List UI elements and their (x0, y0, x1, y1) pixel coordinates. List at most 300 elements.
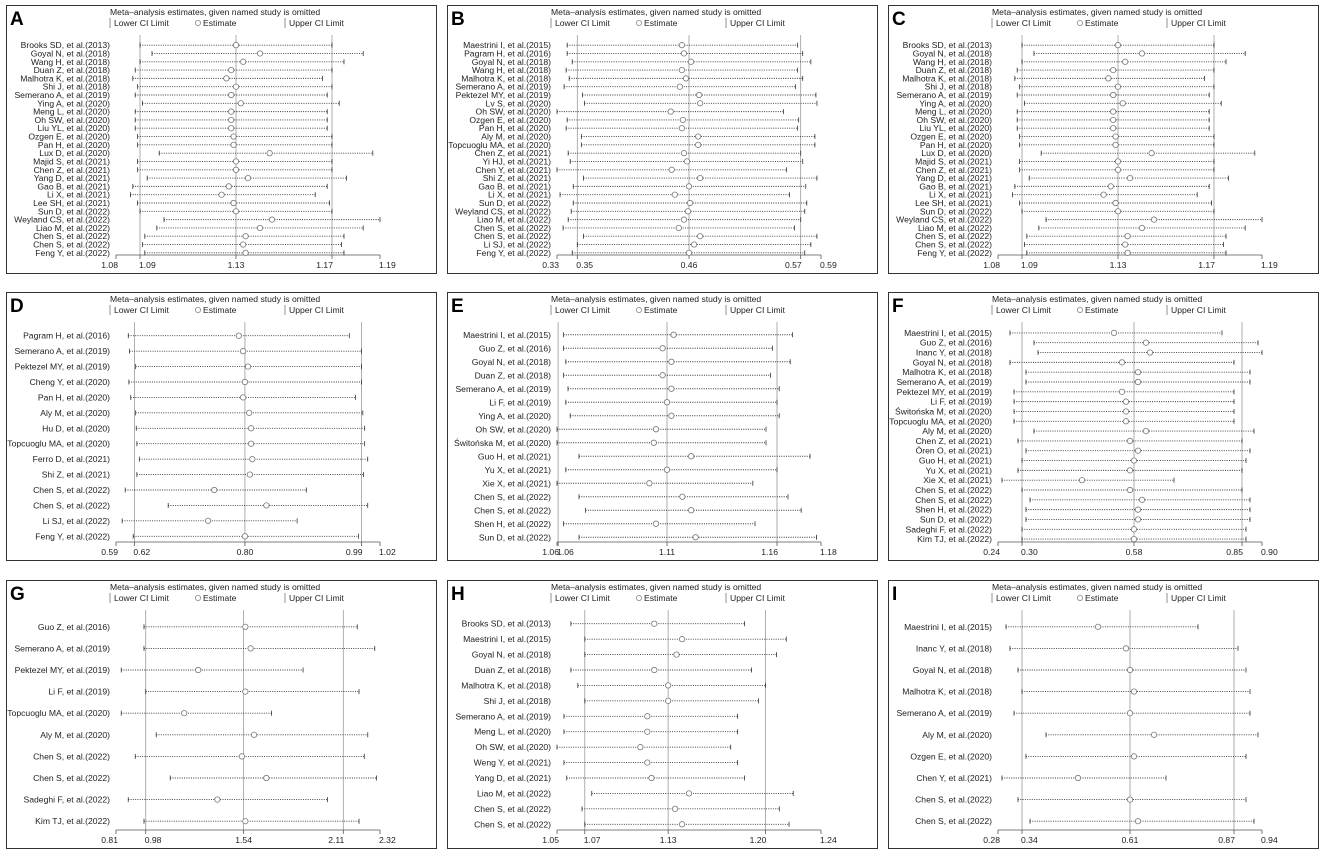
legend-lower-text: Lower CI Limit (555, 18, 610, 28)
study-label: Shen H, et al.(2022) (474, 518, 551, 529)
study-label: Ozgen E, et al.(2020) (28, 131, 110, 142)
legend-lower-text: Lower CI Limit (555, 305, 610, 315)
estimate-point (652, 667, 657, 672)
estimate-point (269, 217, 274, 222)
study-label: Kim TJ, et al.(2022) (917, 534, 992, 545)
estimate-point (219, 192, 224, 197)
x-tick-label: 1.07 (583, 835, 601, 845)
estimate-point (245, 364, 250, 369)
study-label: Pan H, et al.(2020) (37, 139, 110, 150)
study-label: Goyal N, et al.(2018) (471, 356, 551, 367)
estimate-point (248, 426, 253, 431)
x-tick-label: 0.35 (576, 260, 594, 270)
x-tick-label: 0.80 (236, 547, 254, 557)
x-tick-label: 1.11 (658, 547, 676, 557)
study-label: Malhotra K, et al.(2018) (461, 73, 551, 84)
estimate-point (647, 481, 652, 486)
study-label: Semerano A, et al.(2019) (14, 90, 110, 100)
estimate-point (695, 134, 700, 139)
estimate-point (1075, 775, 1080, 780)
study-label: Chen Y, et al.(2021) (475, 164, 551, 175)
estimate-point (681, 217, 686, 222)
study-label: Guo Z, et al.(2016) (478, 343, 551, 354)
panel-label: B (451, 9, 465, 30)
x-tick-label: 0.30 (1021, 547, 1038, 557)
panel-b (448, 6, 878, 274)
estimate-point (264, 775, 269, 780)
study-label: Aly M, et al.(2020) (40, 729, 110, 740)
legend-upper-text: Upper CI Limit (289, 305, 344, 315)
study-label: Weyland CS, et al.(2022) (455, 206, 551, 217)
study-label: Meng L, et al.(2020) (474, 726, 551, 737)
estimate-point (242, 379, 247, 384)
legend-estimate-text: Estimate (203, 18, 237, 28)
study-label: Semerano A, et al.(2019) (896, 708, 992, 719)
legend-estimate-text: Estimate (1085, 593, 1119, 603)
study-label: Yi HJ, et al.(2021) (482, 156, 551, 167)
estimate-point (1131, 527, 1136, 532)
x-tick-label: 1.20 (749, 835, 767, 845)
study-label: Duan Z, et al.(2018) (474, 370, 551, 381)
study-label: Chen Z, et al.(2021) (915, 435, 992, 446)
study-label: Maestrini I, et al.(2015) (904, 621, 992, 632)
estimate-point (665, 683, 670, 688)
panel-label: A (10, 9, 24, 30)
study-label: Chen S, et al.(2022) (33, 751, 110, 762)
x-tick-label: 0.62 (133, 547, 151, 557)
study-label: Oh SW, et al.(2020) (475, 106, 551, 117)
study-label: Malhotra K, et al.(2018) (461, 680, 551, 691)
study-label: Brooks SD, et al.(2013) (461, 618, 551, 629)
estimate-point (1113, 142, 1118, 147)
estimate-point (212, 487, 217, 492)
study-label: Liao M, et al.(2022) (476, 214, 551, 225)
study-label: Yu X, et al.(2021) (484, 464, 551, 475)
estimate-point (1123, 59, 1128, 64)
study-label: Xie X, et al.(2021) (482, 478, 551, 489)
estimate-point (679, 636, 684, 641)
study-label: Wang H, et al.(2018) (31, 56, 110, 67)
x-tick-label: 1.02 (379, 547, 396, 557)
estimate-point (1139, 51, 1144, 56)
study-label: Li X, et al.(2021) (46, 189, 110, 200)
study-label: Lee SH, et al.(2021) (915, 198, 992, 208)
estimate-point (669, 413, 674, 418)
legend-estimate-text: Estimate (1085, 305, 1119, 315)
x-tick-label: 1.09 (139, 260, 156, 270)
estimate-point (679, 42, 684, 47)
study-label: Duan Z, et al.(2018) (474, 665, 551, 675)
estimate-point (247, 472, 252, 477)
estimate-point (660, 373, 665, 378)
estimate-point (264, 503, 269, 508)
estimate-point (691, 242, 696, 247)
legend-lower-text: Lower CI Limit (114, 305, 169, 315)
study-label: Gao B, et al.(2021) (37, 181, 110, 192)
estimate-point (1111, 67, 1116, 72)
estimate-point (195, 667, 200, 672)
legend-estimate-text: Estimate (203, 305, 237, 315)
panel-h (448, 581, 878, 849)
estimate-point (1127, 468, 1132, 473)
legend-lower-text: Lower CI Limit (114, 593, 169, 603)
estimate-point (1115, 209, 1120, 214)
study-label: Chen S, et al.(2022) (474, 222, 551, 233)
estimate-point (1111, 117, 1116, 122)
estimate-point (1101, 192, 1106, 197)
study-label: Lux D, et al.(2020) (39, 148, 110, 159)
panel-label: C (892, 9, 906, 30)
estimate-point (229, 109, 234, 114)
estimate-point (231, 200, 236, 205)
estimate-point (1151, 732, 1156, 737)
estimate-point (1127, 667, 1132, 672)
x-tick-label: 1.05 (542, 835, 559, 845)
estimate-point (243, 624, 248, 629)
study-label: Li F, et al.(2019) (489, 397, 551, 408)
estimate-point (233, 159, 238, 164)
study-label: Oh SW, et al.(2020) (34, 114, 110, 125)
study-label: Chen S, et al.(2022) (33, 485, 110, 495)
estimate-point (240, 348, 245, 353)
panel-header: Meta–analysis estimates, given named study is omitted (110, 294, 321, 304)
study-label: Yang D, et al.(2021) (474, 773, 551, 783)
study-label: Weyland CS, et al.(2022) (896, 214, 992, 225)
legend-lower-text: Lower CI Limit (996, 593, 1051, 603)
study-label: Maestrini I, et al.(2015) (463, 40, 551, 51)
estimate-point (1131, 536, 1136, 541)
study-label: Goyal N, et al.(2018) (471, 649, 551, 660)
study-label: Duan Z, et al.(2018) (33, 65, 110, 76)
estimate-point (1147, 350, 1152, 355)
legend-upper-text: Upper CI Limit (289, 18, 344, 28)
study-label: Duan Z, et al.(2018) (915, 65, 992, 76)
legend-upper-text: Upper CI Limit (1171, 305, 1226, 315)
estimate-point (231, 142, 236, 147)
study-label: Chen S, et al.(2022) (474, 803, 551, 814)
estimate-point (1095, 624, 1100, 629)
study-label: Ying A, et al.(2020) (37, 98, 110, 109)
study-label: Świtońska M, et al.(2020) (895, 406, 992, 417)
panel-i (889, 581, 1319, 849)
estimate-point (671, 332, 676, 337)
x-tick-label: 1.13 (227, 260, 245, 270)
study-label: Malhotra K, et al.(2018) (902, 73, 992, 84)
study-label: Shi Z, et al.(2021) (482, 173, 551, 184)
legend-upper-text: Upper CI Limit (289, 593, 344, 603)
study-label: Maestrini I, et al.(2015) (463, 329, 551, 340)
panel-label: H (451, 584, 465, 605)
estimate-point (689, 454, 694, 459)
estimate-point (229, 117, 234, 122)
study-label: Yang D, et al.(2021) (915, 173, 992, 184)
estimate-point (233, 167, 238, 172)
estimate-point (236, 333, 241, 338)
estimate-point (669, 167, 674, 172)
study-label: Sun D, et al.(2022) (478, 532, 551, 543)
estimate-point (231, 134, 236, 139)
study-label: Guo Z, et al.(2016) (919, 337, 992, 348)
x-tick-label: 1.17 (316, 260, 333, 270)
study-label: Pagram H, et al.(2016) (23, 330, 110, 341)
study-label: Brooks SD, et al.(2013) (20, 40, 110, 51)
estimate-point (679, 126, 684, 131)
study-label: Chen Z, et al.(2021) (33, 164, 110, 175)
study-label: Inanc Y, et al.(2018) (915, 643, 992, 654)
estimate-point (1111, 330, 1116, 335)
panel-label: D (10, 296, 24, 317)
study-label: Cheng Y, et al.(2020) (29, 377, 110, 387)
study-label: Guo H, et al.(2021) (477, 451, 551, 462)
study-label: Aly M, et al.(2020) (40, 407, 110, 418)
study-label: Pan H, et al.(2020) (919, 139, 992, 150)
legend-estimate-text: Estimate (1085, 18, 1119, 28)
legend-estimate-text: Estimate (644, 18, 678, 28)
x-tick-label: 0.59 (101, 547, 118, 557)
study-label: Semerano A, et al.(2019) (896, 90, 992, 100)
legend-upper-text: Upper CI Limit (730, 305, 785, 315)
study-label: Semerano A, et al.(2019) (455, 711, 551, 722)
study-label: Chen S, et al.(2022) (474, 231, 551, 242)
estimate-point (1139, 225, 1144, 230)
estimate-point (672, 192, 677, 197)
study-label: Chen S, et al.(2022) (915, 794, 992, 805)
estimate-point (669, 359, 674, 364)
estimate-point (240, 395, 245, 400)
estimate-point (243, 819, 248, 824)
legend-upper-text: Upper CI Limit (730, 593, 785, 603)
estimate-point (229, 92, 234, 97)
panel-label: E (451, 296, 464, 317)
study-label: Liao M, et al.(2022) (917, 222, 992, 233)
estimate-point (233, 209, 238, 214)
estimate-point (695, 142, 700, 147)
x-tick-label: 0.58 (1125, 547, 1143, 557)
study-label: Ying A, et al.(2020) (919, 98, 992, 109)
study-label: Gao B, et al.(2021) (919, 181, 992, 192)
study-label: Semerano A, et al.(2019) (455, 81, 551, 92)
estimate-point (665, 698, 670, 703)
estimate-point (1135, 379, 1140, 384)
study-label: Malhotra K, et al.(2018) (902, 686, 992, 697)
x-tick-label: 0.59 (820, 260, 837, 270)
estimate-point (1115, 42, 1120, 47)
estimate-point (672, 806, 677, 811)
study-label: Li X, et al.(2021) (928, 189, 992, 200)
x-tick-label: 1.54 (235, 835, 252, 845)
estimate-point (226, 184, 231, 189)
study-label: Chen Y, et al.(2021) (916, 773, 992, 783)
estimate-point (1139, 497, 1144, 502)
estimate-point (1143, 340, 1148, 345)
study-label: Topcuoglu MA, et al.(2020) (7, 438, 110, 449)
study-label: Lee SH, et al.(2021) (33, 198, 110, 208)
panel-header: Meta–analysis estimates, given named study is omitted (110, 582, 321, 592)
x-tick-label: 0.98 (144, 835, 162, 845)
x-tick-label: 1.13 (1109, 260, 1127, 270)
estimate-point (1135, 448, 1140, 453)
study-label: Goyal N, et al.(2018) (912, 48, 992, 59)
study-label: Li SJ, et al.(2022) (483, 239, 551, 250)
x-tick-label: 1.18 (820, 547, 837, 557)
estimate-point (684, 159, 689, 164)
estimate-point (645, 729, 650, 734)
study-label: Semerano A, et al.(2019) (14, 346, 110, 357)
estimate-point (688, 59, 693, 64)
estimate-point (693, 535, 698, 540)
study-label: Chen Z, et al.(2021) (474, 148, 551, 159)
x-tick-label: 0.99 (345, 547, 363, 557)
panel-header: Meta–analysis estimates, given named study is omitted (551, 582, 762, 592)
study-label: Chen S, et al.(2022) (33, 500, 110, 511)
estimate-point (668, 109, 673, 114)
study-label: Li X, et al.(2021) (487, 189, 551, 200)
legend-upper-text: Upper CI Limit (1171, 593, 1226, 603)
study-label: Semerano A, et al.(2019) (14, 643, 110, 654)
estimate-point (1127, 438, 1132, 443)
estimate-point (652, 621, 657, 626)
study-label: Chen S, et al.(2022) (474, 505, 551, 516)
study-label: Inanc Y, et al.(2018) (915, 347, 992, 358)
study-label: Li F, et al.(2019) (48, 686, 110, 697)
study-label: Sun D, et al.(2022) (919, 206, 992, 217)
study-label: Ozgen E, et al.(2020) (910, 131, 992, 142)
study-label: Oh SW, et al.(2020) (475, 742, 551, 753)
estimate-point (651, 440, 656, 445)
study-label: Chen S, et al.(2022) (33, 239, 110, 250)
study-label: Kim TJ, et al.(2022) (35, 816, 110, 827)
estimate-point (674, 652, 679, 657)
estimate-point (689, 508, 694, 513)
study-label: Pektezel MY, et al.(2019) (14, 665, 110, 675)
estimate-point (1123, 409, 1128, 414)
study-label: Ozgen E, et al.(2020) (469, 114, 551, 125)
x-tick-label: 1.08 (101, 260, 118, 270)
study-label: Malhotra K, et al.(2018) (20, 73, 110, 84)
study-label: Meng L, et al.(2020) (915, 106, 992, 117)
estimate-point (679, 822, 684, 827)
estimate-point (683, 76, 688, 81)
estimate-point (248, 646, 253, 651)
x-tick-label: 1.17 (1198, 260, 1215, 270)
x-tick-label: 0.90 (1261, 547, 1278, 557)
panel-header: Meta–analysis estimates, given named study is omitted (110, 7, 321, 17)
study-label: Topcuoglu MA, et al.(2020) (7, 708, 110, 719)
estimate-point (1135, 517, 1140, 522)
study-label: Chen S, et al.(2022) (33, 231, 110, 242)
x-tick-label: 0.34 (1021, 835, 1038, 845)
estimate-point (1115, 167, 1120, 172)
estimate-point (181, 711, 186, 716)
study-label: Pagram H, et al.(2016) (464, 48, 551, 59)
estimate-point (251, 732, 256, 737)
study-label: Feng Y, et al.(2022) (917, 247, 992, 258)
study-label: Majid S, et al.(2021) (915, 156, 992, 167)
estimate-point (697, 101, 702, 106)
x-tick-label: 2.11 (328, 835, 345, 845)
estimate-point (653, 521, 658, 526)
legend-lower-text: Lower CI Limit (996, 305, 1051, 315)
estimate-point (1151, 217, 1156, 222)
estimate-point (681, 51, 686, 56)
study-label: Gao B, et al.(2021) (478, 181, 551, 192)
study-label: Weng Y, et al.(2021) (473, 757, 551, 768)
estimate-point (664, 400, 669, 405)
study-label: Sun D, et al.(2022) (478, 198, 551, 208)
study-label: Ören O, et al.(2021) (915, 445, 992, 456)
estimate-point (638, 744, 643, 749)
panel-label: F (892, 296, 904, 317)
study-label: Semerano A, et al.(2019) (455, 383, 551, 394)
estimate-point (1113, 200, 1118, 205)
study-label: Feng Y, et al.(2022) (35, 531, 110, 542)
study-label: Guo H, et al.(2021) (918, 455, 992, 466)
study-label: Oh SW, et al.(2020) (916, 114, 992, 125)
estimate-point (1131, 754, 1136, 759)
estimate-point (1119, 389, 1124, 394)
estimate-point (1135, 819, 1140, 824)
study-label: Liu YL, et al.(2020) (919, 123, 992, 134)
estimate-point (696, 92, 701, 97)
study-label: Ferro D, et al.(2021) (32, 454, 110, 465)
study-label: Malhotra K, et al.(2018) (902, 367, 992, 378)
estimate-point (1108, 184, 1113, 189)
estimate-point (1127, 487, 1132, 492)
estimate-point (1079, 477, 1084, 482)
panel-e (448, 293, 878, 561)
study-label: Feng Y, et al.(2022) (476, 247, 551, 258)
study-label: Hu D, et al.(2020) (42, 423, 110, 434)
estimate-point (645, 714, 650, 719)
estimate-point (1111, 109, 1116, 114)
estimate-point (680, 494, 685, 499)
x-tick-label: 0.87 (1218, 835, 1235, 845)
estimate-point (245, 175, 250, 180)
x-tick-label: 1.19 (379, 260, 396, 270)
study-label: Chen S, et al.(2022) (33, 773, 110, 783)
legend-upper-text: Upper CI Limit (1171, 18, 1226, 28)
panel-header: Meta–analysis estimates, given named study is omitted (992, 7, 1203, 17)
estimate-point (1123, 646, 1128, 651)
panel-label: G (10, 584, 25, 605)
estimate-point (1123, 242, 1128, 247)
estimate-point (1123, 399, 1128, 404)
estimate-point (677, 84, 682, 89)
estimate-point (653, 427, 658, 432)
study-label: Pan H, et al.(2020) (478, 123, 551, 134)
study-label: Guo Z, et al.(2016) (37, 621, 110, 632)
estimate-point (686, 791, 691, 796)
study-label: Xie X, et al.(2021) (923, 475, 992, 486)
panel-a (7, 6, 437, 274)
estimate-point (238, 101, 243, 106)
estimate-point (243, 250, 248, 255)
estimate-point (1125, 250, 1130, 255)
study-label: Sun D, et al.(2022) (919, 514, 992, 525)
study-label: Sun D, et al.(2022) (37, 206, 110, 217)
study-label: Pektezel MY, et al.(2019) (14, 361, 110, 372)
panel-header: Meta–analysis estimates, given named study is omitted (992, 582, 1203, 592)
estimate-point (1135, 507, 1140, 512)
x-tick-label: 0.81 (101, 835, 118, 845)
legend-estimate-text: Estimate (644, 305, 678, 315)
study-label: Yu X, et al.(2021) (925, 465, 992, 476)
estimate-point (1119, 360, 1124, 365)
panel-label: I (892, 584, 898, 605)
x-tick-label: 0.33 (542, 260, 559, 270)
estimate-point (1135, 369, 1140, 374)
x-tick-label: 0.28 (983, 835, 1000, 845)
